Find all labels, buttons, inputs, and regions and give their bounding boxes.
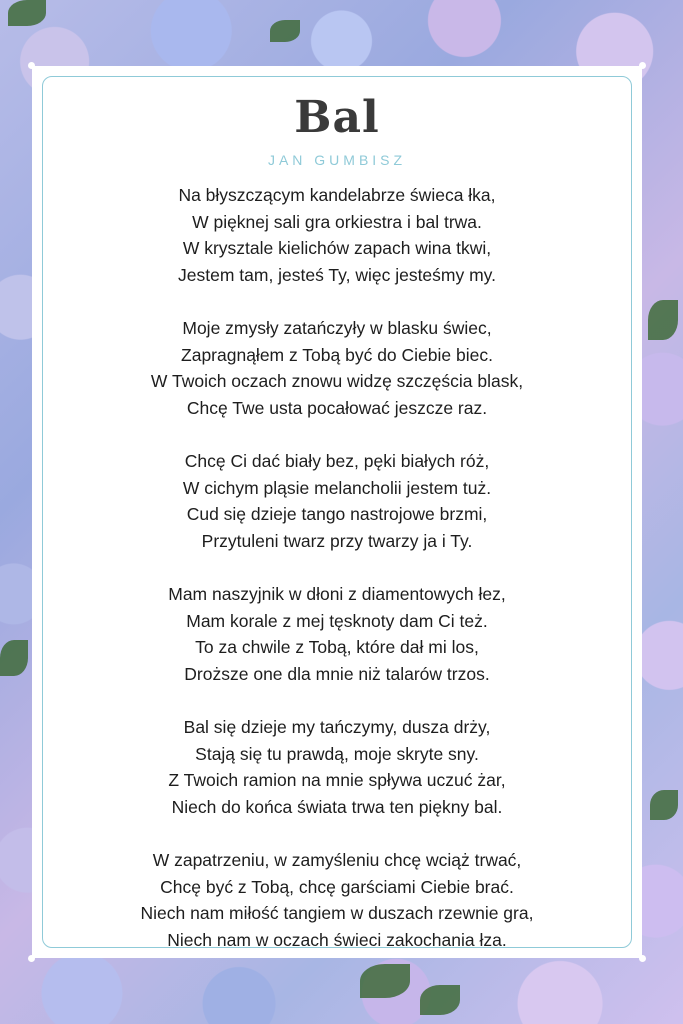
stanza (32, 182, 642, 288)
stanza (32, 847, 642, 953)
poem-line: W zapatrzeniu, w zamyśleniu chcę wciąż trwać, (152, 850, 522, 870)
poem-line: Przytuleni twarz przy twarzy ja i Ty. (201, 530, 473, 551)
background-leaf (0, 640, 28, 676)
corner-dot (28, 955, 35, 962)
poem-line: W Twoich oczach znowu widzę szczęścia blask, (150, 371, 524, 391)
poem-line: W cichym pląsie melancholii jestem tuż. (182, 477, 492, 498)
poem-author: JAN GUMBISZ (267, 152, 407, 168)
poem-line: Niech nam w oczach świeci zakochania łza. (167, 929, 507, 950)
poem-line: Bal się dzieje my tańczymy, dusza drży, (183, 717, 491, 737)
poem-line: Cud się dzieje tango nastrojowe brzmi, (186, 504, 488, 524)
background-leaf (648, 300, 678, 340)
stanza (32, 714, 642, 820)
stanza (32, 315, 642, 421)
poem-line: Niech nam miłość tangiem w duszach rzewnie gra, (140, 903, 534, 923)
poem-card (32, 66, 642, 958)
background-leaf (8, 0, 46, 26)
poem-line: Niech do końca świata trwa ten piękny bal. (171, 796, 503, 817)
poem-line: W pięknej sali gra orkiestra i bal trwa. (192, 211, 482, 232)
poem-line: Stają się tu prawdą, moje skryte sny. (195, 743, 479, 764)
poem-line: To za chwile z Tobą, które dał mi los, (195, 637, 479, 657)
poem-line: Chcę być z Tobą, chcę garściami Ciebie brać. (160, 876, 514, 897)
poem-line: Mam naszyjnik w dłoni z diamentowych łez, (168, 584, 506, 604)
poem-line: Chcę Ci dać biały bez, pęki białych róż, (184, 451, 490, 471)
poem-line: W krysztale kielichów zapach wina tkwi, (182, 238, 492, 258)
corner-dot (639, 955, 646, 962)
poem-line: Chcę Twe usta pocałować jeszcze raz. (186, 397, 488, 418)
poem-line: Z Twoich ramion na mnie spływa uczuć żar, (168, 770, 506, 790)
background-leaf (270, 20, 300, 42)
poem-line: Mam korale z mej tęsknoty dam Ci też. (186, 610, 488, 631)
corner-dot (28, 62, 35, 69)
background-leaf (360, 964, 410, 998)
poem-body (32, 182, 642, 953)
background-leaf (650, 790, 678, 820)
poem-line: Droższe one dla mnie niż talarów trzos. (184, 663, 490, 684)
poem-line: Zapragnąłem z Tobą być do Ciebie biec. (181, 344, 493, 365)
poem-line: Na błyszczącym kandelabrze świeca łka, (178, 185, 496, 205)
poem-title: Bal (294, 92, 380, 143)
background-leaf (420, 985, 460, 1015)
stanza (32, 581, 642, 687)
corner-dot (639, 62, 646, 69)
poem-line: Jestem tam, jesteś Ty, więc jesteśmy my. (178, 264, 496, 285)
poem-line: Moje zmysły zatańczyły w blasku świec, (182, 318, 492, 338)
stanza (32, 448, 642, 554)
